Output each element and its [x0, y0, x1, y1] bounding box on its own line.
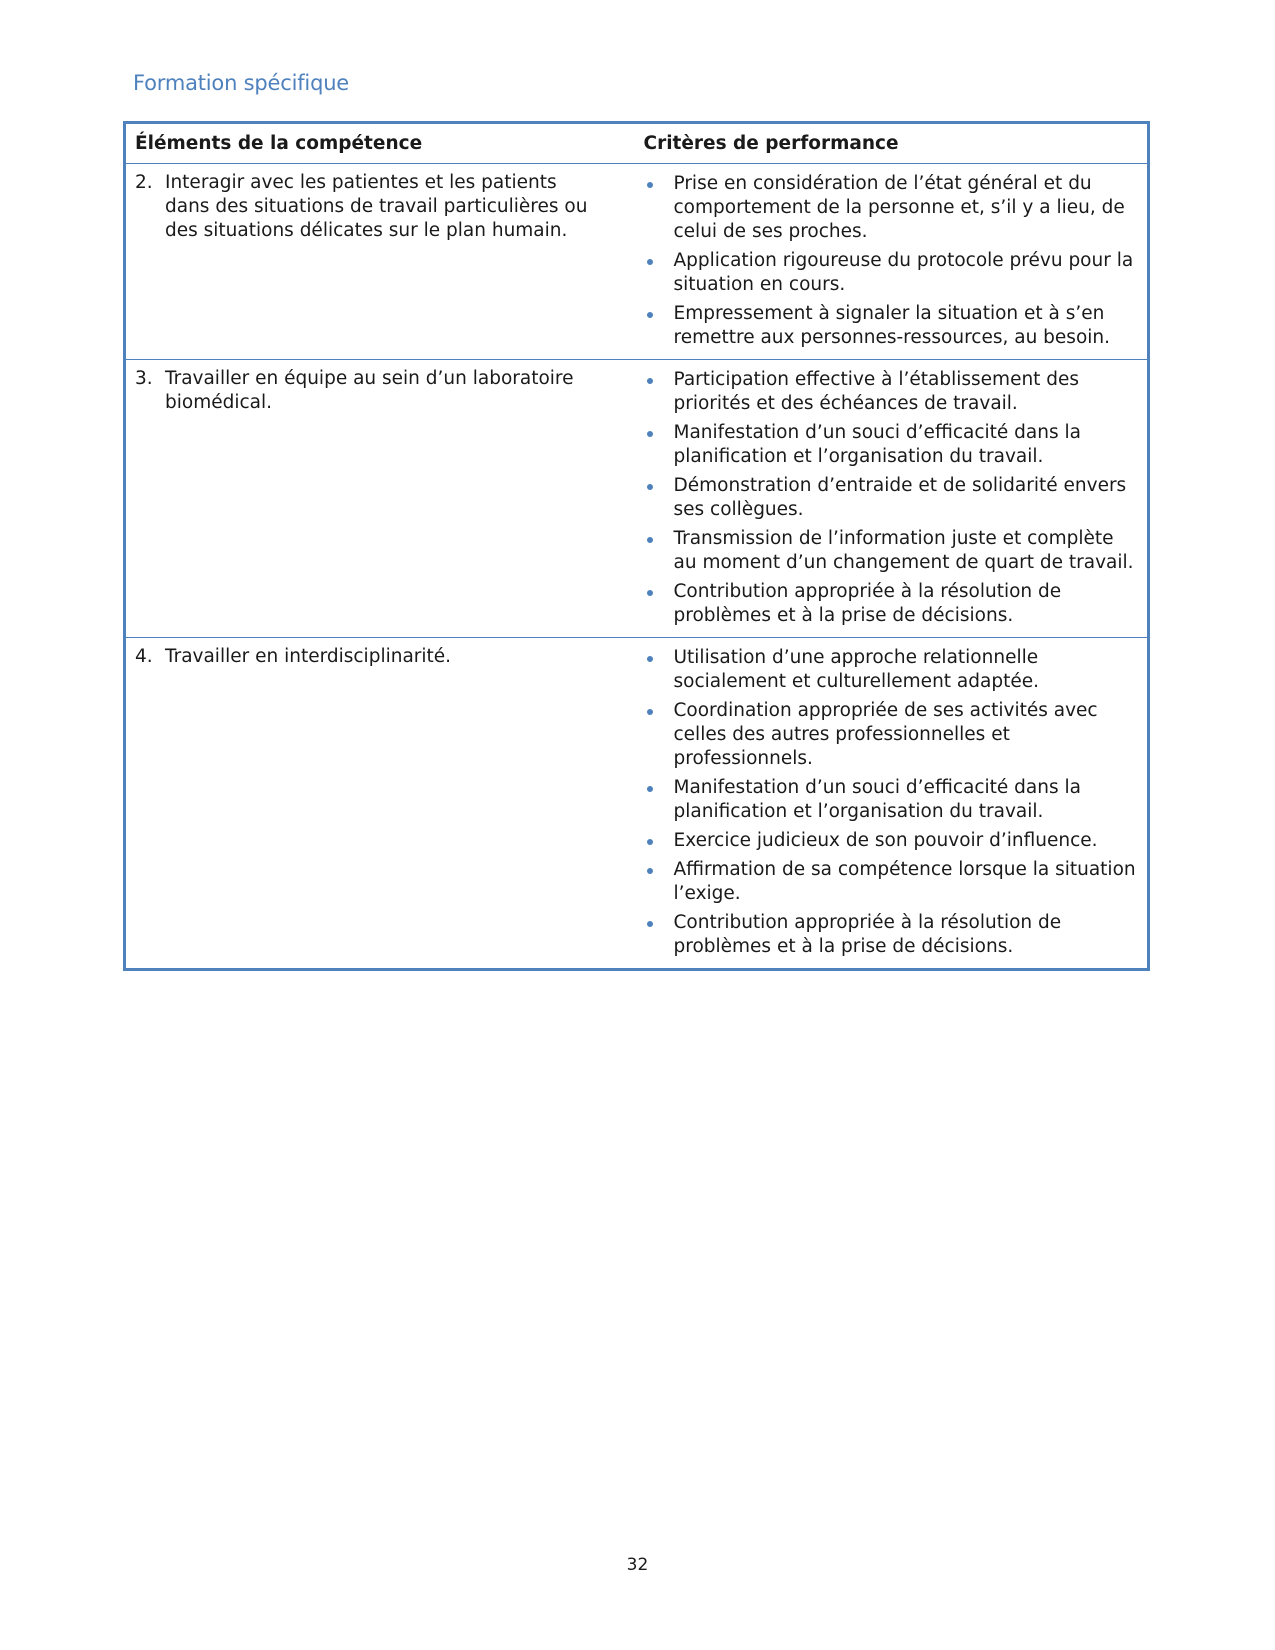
criterion-text: Participation effective à l’établissement des priorités et des échéances de travail.	[673, 369, 1080, 414]
list-item	[644, 474, 1140, 522]
criterion-text: Démonstration d’entraide et de solidarité envers ses collègues.	[673, 475, 1127, 520]
bullet-icon	[644, 302, 674, 326]
element-number: 3.	[135, 368, 153, 389]
element-cell	[125, 360, 635, 638]
competence-element	[135, 367, 627, 415]
list-item	[644, 368, 1140, 416]
list-item	[644, 699, 1140, 771]
criteria-list	[644, 172, 1140, 350]
element-cell	[125, 638, 635, 970]
criterion-text: Manifestation d’un souci d’efficacité dans la planification et l’organisation du travail.	[673, 422, 1081, 467]
column-header-criteria: Critères de performance	[635, 123, 1149, 164]
bullet-icon	[644, 858, 674, 882]
bullet-icon	[644, 776, 674, 800]
criteria-list	[644, 646, 1140, 959]
criteria-cell	[635, 164, 1149, 360]
list-item	[644, 580, 1140, 628]
element-cell	[125, 164, 635, 360]
list-item	[644, 172, 1140, 244]
bullet-icon	[644, 646, 674, 670]
competence-table	[123, 121, 1150, 971]
element-text: Interagir avec les patientes et les patients dans des situations de travail particulières ou des situations délicates sur le plan humain.	[165, 172, 588, 241]
column-header-elements: Éléments de la compétence	[125, 123, 635, 164]
list-item	[644, 421, 1140, 469]
bullet-icon	[644, 368, 674, 392]
table-row	[125, 360, 1149, 638]
bullet-icon	[644, 580, 674, 604]
list-item	[644, 646, 1140, 694]
section-title: Formation spécifique	[133, 71, 350, 95]
criterion-text: Empressement à signaler la situation et à s’en remettre aux personnes-ressources, au besoin.	[673, 303, 1111, 348]
criterion-text: Contribution appropriée à la résolution de problèmes et à la prise de décisions.	[673, 912, 1062, 957]
table-header-row	[125, 123, 1149, 164]
competence-element	[135, 645, 627, 669]
bullet-icon	[644, 421, 674, 445]
competence-element	[135, 171, 627, 243]
list-item	[644, 829, 1140, 853]
list-item	[644, 249, 1140, 297]
bullet-icon	[644, 474, 674, 498]
criteria-list	[644, 368, 1140, 628]
criterion-text: Exercice judicieux de son pouvoir d’influence.	[673, 830, 1098, 851]
list-item	[644, 302, 1140, 350]
bullet-icon	[644, 527, 674, 551]
list-item	[644, 776, 1140, 824]
list-item	[644, 527, 1140, 575]
bullet-icon	[644, 172, 674, 196]
table-row	[125, 164, 1149, 360]
criterion-text: Coordination appropriée de ses activités avec celles des autres professionnelles et professionnels.	[673, 700, 1098, 769]
element-number: 2.	[135, 172, 153, 193]
bullet-icon	[644, 911, 674, 935]
list-item	[644, 911, 1140, 959]
criteria-cell	[635, 638, 1149, 970]
criterion-text: Contribution appropriée à la résolution de problèmes et à la prise de décisions.	[673, 581, 1062, 626]
criterion-text: Utilisation d’une approche relationnelle socialement et culturellement adaptée.	[673, 647, 1039, 692]
criteria-cell	[635, 360, 1149, 638]
element-number: 4.	[135, 646, 153, 667]
element-text: Travailler en équipe au sein d’un laboratoire biomédical.	[165, 368, 574, 413]
criterion-text: Affirmation de sa compétence lorsque la situation l’exige.	[673, 859, 1136, 904]
bullet-icon	[644, 829, 674, 853]
list-item	[644, 858, 1140, 906]
element-text: Travailler en interdisciplinarité.	[165, 646, 452, 667]
table-row	[125, 638, 1149, 970]
criterion-text: Prise en considération de l’état général et du comportement de la personne et, s’il y a lieu, de celui de ses proches.	[673, 173, 1125, 242]
criterion-text: Manifestation d’un souci d’efficacité dans la planification et l’organisation du travail.	[673, 777, 1081, 822]
bullet-icon	[644, 249, 674, 273]
bullet-icon	[644, 699, 674, 723]
page-number: 32	[626, 1555, 649, 1575]
criterion-text: Application rigoureuse du protocole prévu pour la situation en cours.	[673, 250, 1134, 295]
criterion-text: Transmission de l’information juste et complète au moment d’un changement de quart de travail.	[673, 528, 1134, 573]
